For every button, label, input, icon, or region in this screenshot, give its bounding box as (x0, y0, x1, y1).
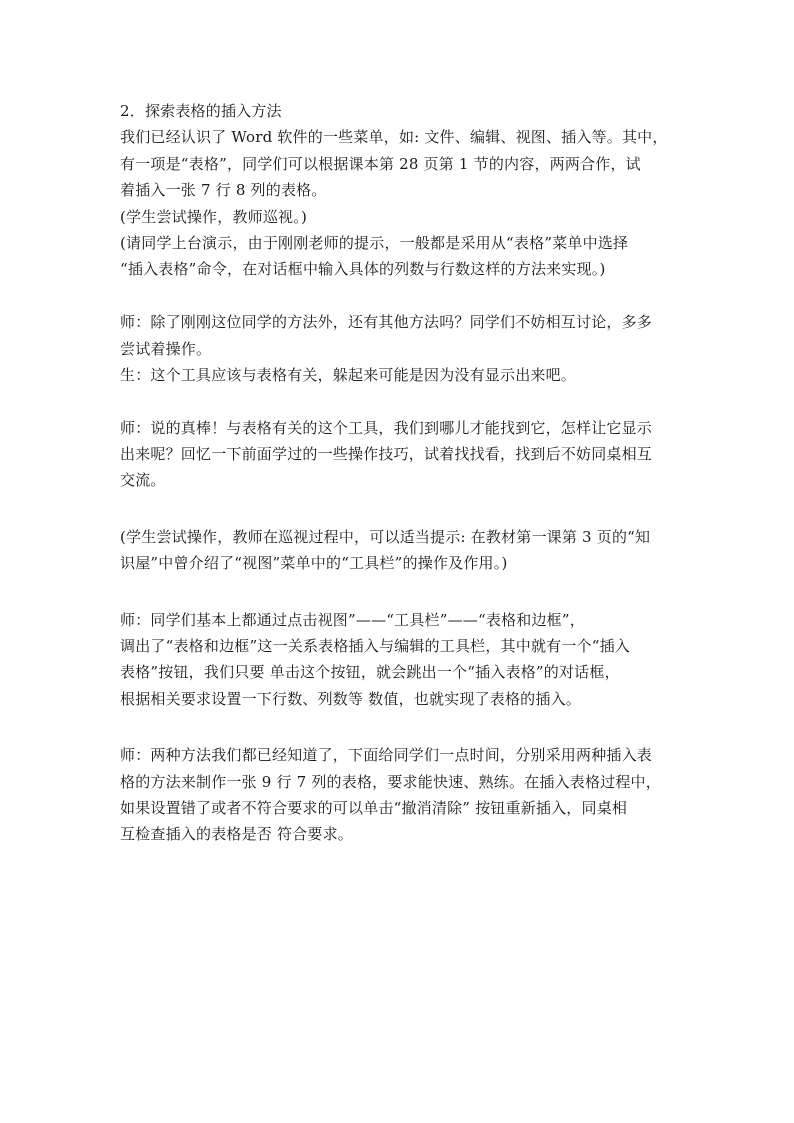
text-line: 如果设置错了或者不符合要求的可以单击“撤消清除” 按钮重新插入，同桌相 (120, 798, 628, 817)
text-line: 师：除了刚刚这位同学的方法外，还有其他方法吗？同学们不妨相互讨论，多多 (120, 313, 653, 332)
text-line: 交流。 (120, 471, 166, 490)
text-line: 师：说的真棒！与表格有关的这个工具，我们到哪儿才能找到它，怎样让它显示 (120, 418, 653, 437)
text-line: 尝试着操作。 (120, 339, 212, 358)
text-line: 生：这个工具应该与表格有关，躲起来可能是因为没有显示出来吧。 (120, 365, 577, 384)
text-line: 我们已经认识了 Word 软件的一些菜单，如: 文件、编辑、视图、插入等。其中， (120, 128, 668, 147)
paragraph-2 (120, 309, 680, 388)
paragraph-gap (120, 494, 680, 524)
text-line: 根据相关要求设置一下行数、列数等 数值，也就实现了表格的插入。 (120, 689, 581, 708)
section-title: 2．探索表格的插入方法 (120, 102, 282, 120)
paragraph-gap (120, 283, 680, 309)
text-line: 有一项是“表格”，同学们可以根据课本第 28 页第 1 节的内容，两两合作，试 (120, 154, 641, 173)
text-line: 互检查插入的表格是否 符合要求。 (120, 825, 353, 844)
text-line: 调出了“表格和边框”这一关系表格插入与编辑的工具栏，其中就有一个“插入 (120, 637, 631, 656)
text-line: (请同学上台演示，由于刚刚老师的提示，一般都是采用从“表格”菜单中选择 (120, 233, 629, 252)
paragraph-gap (120, 577, 680, 607)
text-line: 出来呢？回忆一下前面学过的一些操作技巧，试着找找看，找到后不妨同桌相互 (120, 445, 653, 464)
text-line: (学生尝试操作，教师巡视。) (120, 207, 308, 226)
paragraph-3 (120, 415, 680, 494)
text-line: 表格”按钮，我们只要 单击这个按钮，就会跳出一个“插入表格”的对话框， (120, 663, 620, 682)
paragraph-6 (120, 742, 680, 848)
document-page (120, 98, 680, 848)
paragraph-gap (120, 712, 680, 742)
text-line: 师：两种方法我们都已经知道了，下面给同学们一点时间，分别采用两种插入表 (120, 746, 653, 765)
paragraph-5 (120, 607, 680, 713)
text-line: 格的方法来制作一张 9 行 7 列的表格，要求能快速、熟练。在插入表格过程中， (120, 772, 661, 791)
text-line: (学生尝试操作，教师在巡视过程中，可以适当提示: 在教材第一课第 3 页的“知 (120, 527, 651, 546)
paragraph-4 (120, 524, 680, 577)
text-line: 师：同学们基本上都通过点击视图”——“工具栏”——“表格和边框”， (120, 610, 585, 629)
paragraph-gap (120, 388, 680, 414)
text-line: “插入表格”命令，在对话框中输入具体的列数与行数这样的方法来实现。) (120, 260, 606, 279)
text-line: 着插入一张 7 行 8 列的表格。 (120, 181, 327, 200)
paragraph-1 (120, 124, 680, 282)
text-line: 识屋”中曾介绍了“视图”菜单中的“工具栏”的操作及作用。) (120, 554, 508, 573)
